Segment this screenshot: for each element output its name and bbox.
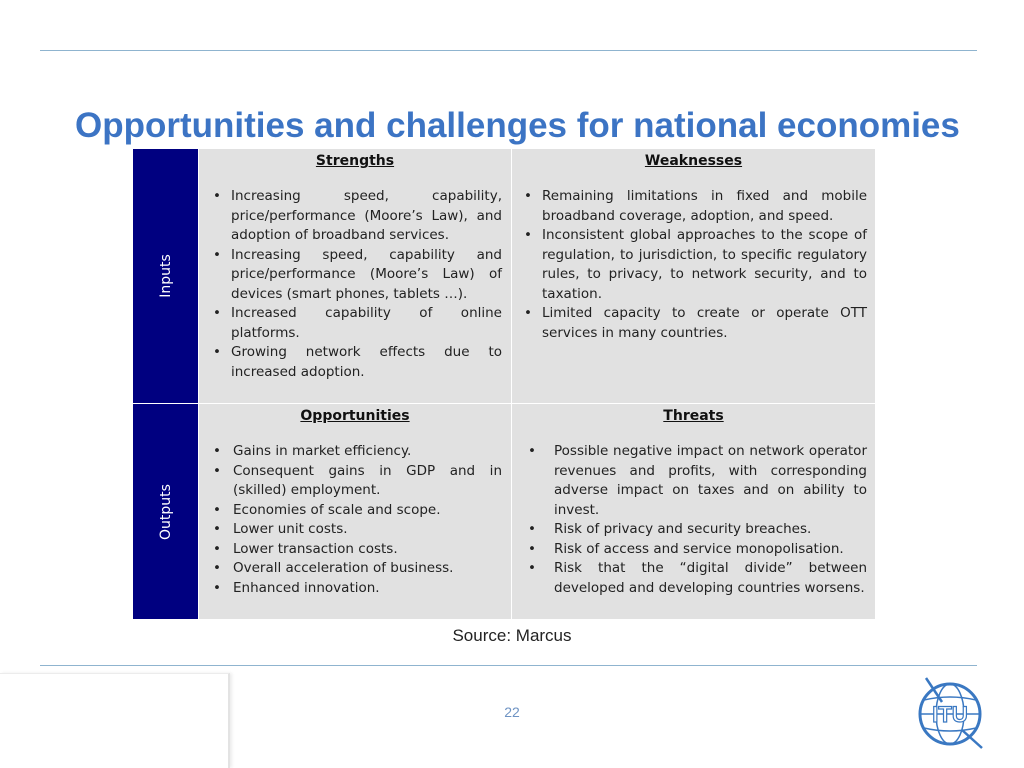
inputs-label: Inputs: [157, 254, 174, 298]
list-item: • Risk that the “digital divide” between developed and developing countries worsens.: [522, 559, 867, 598]
threats-heading: Threats: [663, 408, 724, 424]
source-caption: Source: Marcus: [452, 626, 572, 645]
swot-table: [133, 149, 875, 619]
strengths-cell: [199, 149, 511, 403]
list-item: • Increasing speed, capability, price/performance (Moore’s Law), and adoption of broadband services.: [209, 187, 502, 246]
outputs-row-header: [133, 404, 198, 619]
threats-list: [522, 442, 867, 598]
itu-logo-icon: [912, 674, 988, 750]
list-item: • Lower unit costs.: [209, 520, 502, 540]
list-item: • Increased capability of online platforms.: [209, 304, 502, 343]
list-item: • Overall acceleration of business.: [209, 559, 502, 579]
list-item: • Remaining limitations in fixed and mobile broadband coverage, adoption, and speed.: [520, 187, 867, 226]
opportunities-cell: [199, 404, 511, 619]
slide-title: Opportunities and challenges for national economies: [75, 106, 960, 145]
top-divider: [40, 50, 977, 51]
list-item: • Possible negative impact on network operator revenues and profits, with corresponding adverse impact on taxes and on ability to invest.: [522, 442, 867, 520]
list-item: • Enhanced innovation.: [209, 579, 502, 599]
opportunities-list: [209, 442, 502, 598]
threats-cell: [512, 404, 875, 619]
list-item: • Lower transaction costs.: [209, 540, 502, 560]
list-item: • Risk of access and service monopolisation.: [522, 540, 867, 560]
list-item: • Gains in market efficiency.: [209, 442, 502, 462]
page-number: 22: [504, 704, 520, 720]
strengths-list: [209, 187, 502, 382]
strengths-heading: Strengths: [315, 153, 395, 169]
weaknesses-heading: Weaknesses: [644, 153, 743, 169]
list-item: • Growing network effects due to increased adoption.: [209, 343, 502, 382]
list-item: • Risk of privacy and security breaches.: [522, 520, 867, 540]
list-item: • Consequent gains in GDP and in (skilled) employment.: [209, 462, 502, 501]
outputs-label: Outputs: [157, 483, 174, 540]
logo-text: ITU: [932, 702, 968, 727]
weaknesses-cell: [512, 149, 875, 403]
bottom-divider: [40, 665, 977, 666]
inputs-row-header: [133, 149, 198, 403]
list-item: • Economies of scale and scope.: [209, 501, 502, 521]
list-item: • Limited capacity to create or operate OTT services in many countries.: [520, 304, 867, 343]
weaknesses-list: [520, 187, 867, 343]
list-item: • Inconsistent global approaches to the scope of regulation, to jurisdiction, to specific regulatory rules, to privacy, to network security, and to taxation.: [520, 226, 867, 304]
footer-placeholder-box: [0, 673, 230, 768]
opportunities-heading: Opportunities: [300, 408, 410, 424]
list-item: • Increasing speed, capability and price/performance (Moore’s Law) of devices (smart phones, tablets …).: [209, 246, 502, 305]
